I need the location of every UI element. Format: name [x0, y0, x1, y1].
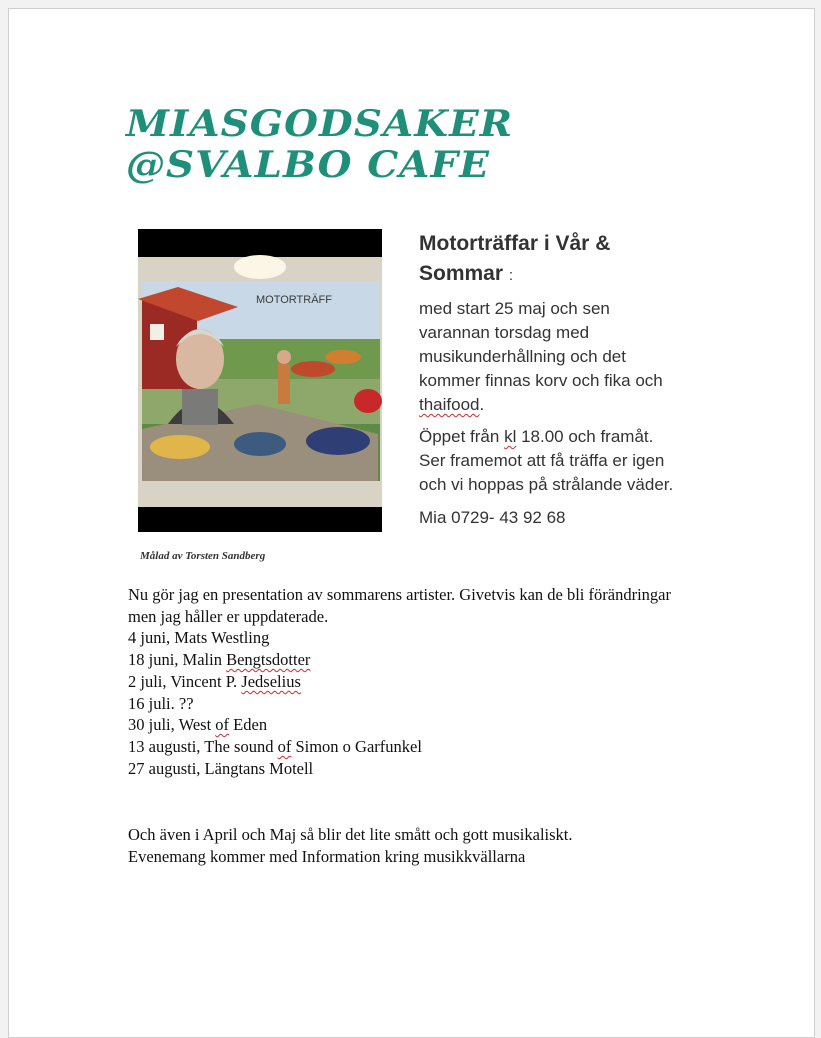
schedule-text: 2 juli, Vincent P. [128, 671, 242, 691]
event-info [419, 229, 679, 530]
schedule-item [128, 693, 688, 715]
opening-hours-rest: 18.00 och framåt. Ser framemot att få träffa er igen och vi hoppas på strålande väder. [419, 427, 674, 494]
schedule-text: 30 juli, West [128, 715, 216, 735]
intro-text: Nu gör jag en presentation av sommarens artister. Givetvis kan de bli förändringar men jag håller er uppdaterade. [128, 585, 671, 626]
opening-hours [419, 425, 679, 497]
spellcheck-word: of [215, 715, 230, 735]
schedule-item [128, 671, 688, 693]
schedule-item [128, 736, 688, 758]
artist-schedule [128, 627, 688, 779]
spellcheck-word: Bengtsdotter [226, 650, 311, 670]
schedule-item [128, 649, 688, 671]
painting-image [138, 229, 382, 532]
schedule-text-end: Simon o Garfunkel [291, 736, 422, 756]
event-heading [419, 229, 679, 291]
document-title [126, 104, 513, 186]
schedule-item [128, 758, 688, 780]
footer-line-2: Evenemang kommer med Information kring musikkvällarna [128, 846, 526, 866]
schedule-text: 16 juli. ?? [128, 693, 194, 713]
event-heading-colon: : [508, 267, 514, 284]
schedule-text: 13 augusti, The sound [128, 736, 278, 756]
schedule-item [128, 627, 688, 649]
spellcheck-word: thaifood [419, 395, 480, 414]
schedule-text: 4 juni, Mats Westling [128, 628, 270, 648]
schedule-text: 27 augusti, Längtans Motell [128, 758, 314, 778]
event-heading-text: Motorträffar i Vår & Sommar [419, 232, 611, 285]
footer-note [128, 824, 708, 867]
schedule-text-end: Eden [229, 715, 268, 735]
painting-photo [138, 229, 382, 532]
contact-phone: Mia 0729- 43 92 68 [419, 508, 566, 527]
event-description [419, 297, 679, 417]
event-description-end: . [479, 395, 485, 414]
painting-text: MOTORTRÄFF [256, 294, 332, 306]
schedule-text: 18 juni, Malin [128, 650, 227, 670]
event-description-text: med start 25 maj och sen varannan torsdag med musikunderhållning och det kommer finnas korv och fika och [419, 299, 663, 390]
spellcheck-word: of [277, 736, 292, 756]
title-line-2: @SVALBO CAFE [126, 144, 490, 186]
artist-presentation [128, 584, 688, 779]
image-caption: Målad av Torsten Sandberg [140, 550, 266, 562]
title-line-1: MIASGODSAKER [126, 103, 514, 145]
spellcheck-word: Jedselius [241, 671, 301, 691]
spellcheck-word: kl [504, 427, 517, 446]
opening-hours-text: Öppet från [419, 427, 505, 446]
footer-line-1: Och även i April och Maj så blir det lite smått och gott musikaliskt. [128, 825, 573, 844]
schedule-item [128, 714, 688, 736]
